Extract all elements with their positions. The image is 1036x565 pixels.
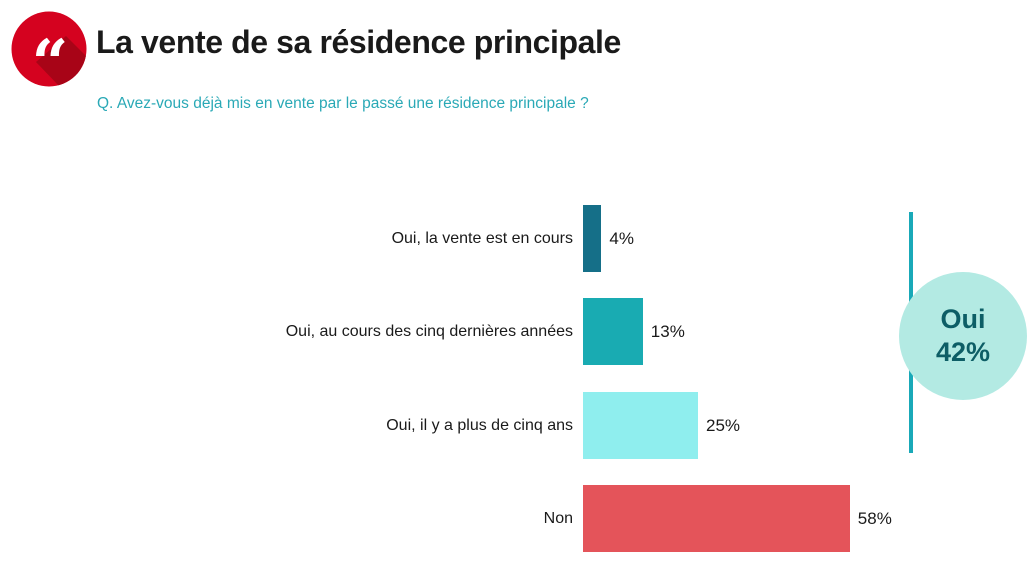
oui-total-value: 42% — [935, 337, 991, 367]
chart-row — [0, 298, 1036, 365]
oui-total-label: Oui — [940, 304, 986, 335]
quote-icon — [11, 11, 87, 87]
bar — [583, 392, 698, 459]
survey-question: Q. Avez-vous déjà mis en vente par le passé une résidence principale ? — [97, 95, 589, 112]
chart-row — [0, 392, 1036, 459]
bar-label: Oui, au cours des cinq dernières années — [285, 322, 573, 340]
bar-label: Non — [543, 509, 573, 527]
svg-text:“: “ — [31, 26, 69, 87]
oui-total-badge — [899, 272, 1027, 400]
page-title: La vente de sa résidence principale — [96, 24, 621, 60]
bar-label: Oui, la vente est en cours — [391, 229, 573, 247]
bar-label: Oui, il y a plus de cinq ans — [386, 416, 573, 434]
bar-value-label: 25% — [706, 415, 741, 435]
bar — [583, 485, 850, 552]
bar — [583, 205, 601, 272]
bar-value-label: 58% — [857, 508, 892, 528]
bar — [583, 298, 643, 365]
chart-row — [0, 205, 1036, 272]
bar-value-label: 4% — [609, 228, 634, 248]
chart-row — [0, 485, 1036, 552]
bar-value-label: 13% — [650, 321, 685, 341]
